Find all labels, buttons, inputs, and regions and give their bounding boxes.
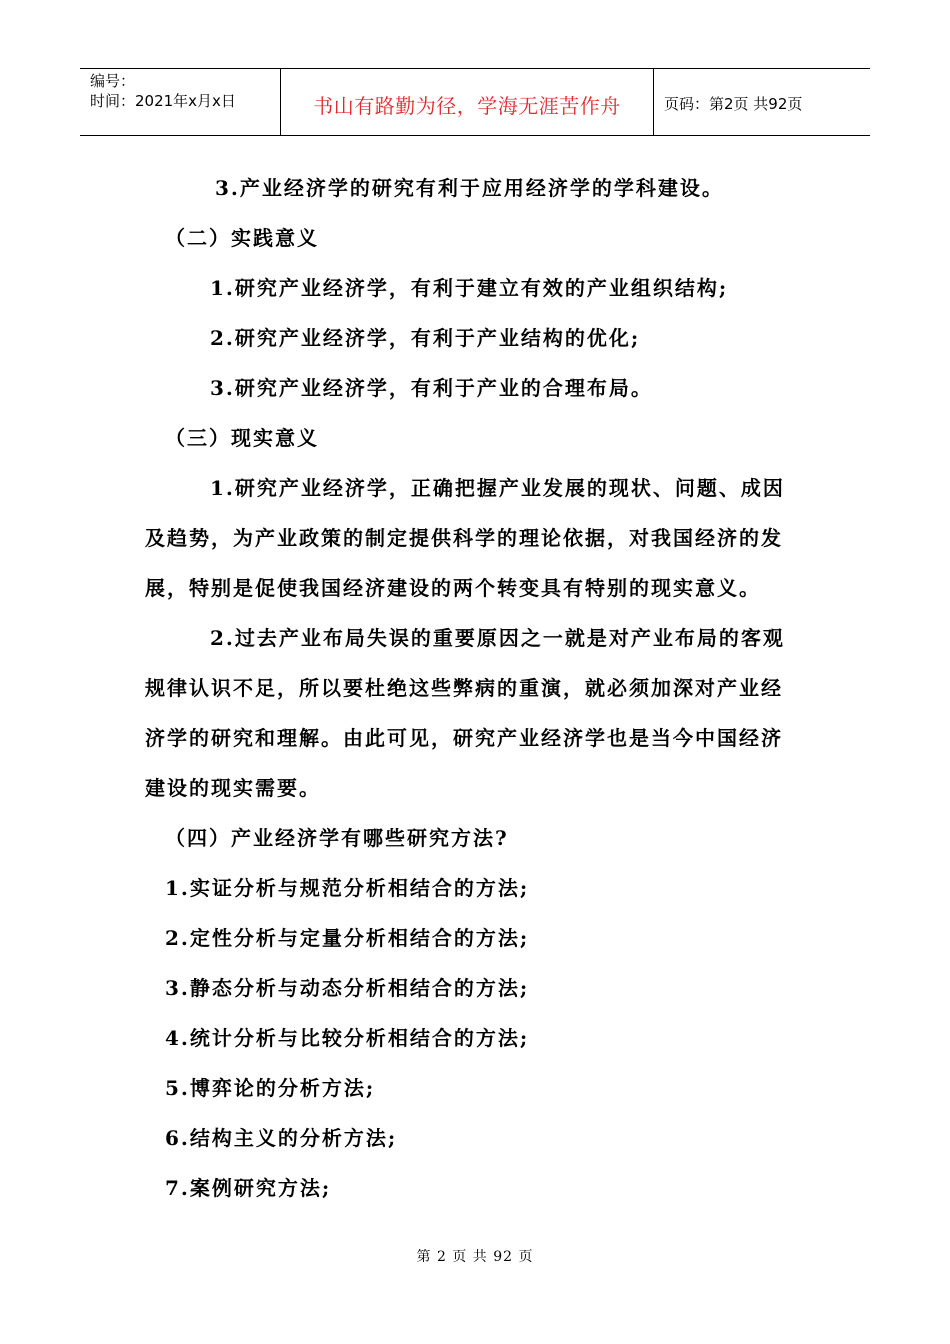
section-heading: （二）实践意义 [165, 226, 319, 250]
header-page-info: 页码：第2页 共92页 [664, 94, 803, 113]
header-meta [80, 69, 281, 135]
page-header [80, 68, 870, 136]
method-item: 5.博弈论的分析方法; [165, 1076, 376, 1100]
paragraph-line: 1.研究产业经济学，正确把握产业发展的现状、问题、成因 [210, 476, 785, 500]
paragraph-line: 规律认识不足，所以要杜绝这些弊病的重演，就必须加深对产业经 [145, 676, 783, 700]
header-motto: 书山有路勤为径，学海无涯苦作舟 [281, 69, 654, 135]
method-item: 2.定性分析与定量分析相结合的方法; [165, 926, 530, 950]
method-item: 4.统计分析与比较分析相结合的方法; [165, 1026, 530, 1050]
method-item: 6.结构主义的分析方法; [165, 1126, 398, 1150]
section-heading: （三）现实意义 [165, 426, 319, 450]
doc-number-label: 编号： [90, 72, 136, 90]
page-footer: 第 2 页 共 92 页 [416, 1249, 534, 1265]
paragraph-line: 济学的研究和理解。由此可见，研究产业经济学也是当今中国经济 [145, 726, 783, 750]
list-item: 3.研究产业经济学，有利于产业的合理布局。 [210, 376, 653, 400]
method-item: 3.静态分析与动态分析相结合的方法; [165, 976, 530, 1000]
paragraph-line: 建设的现实需要。 [145, 776, 321, 800]
section-heading: （四）产业经济学有哪些研究方法? [165, 826, 509, 850]
method-item: 1.实证分析与规范分析相结合的方法; [165, 876, 530, 900]
paragraph-line: 展，特别是促使我国经济建设的两个转变具有特别的现实意义。 [145, 576, 761, 600]
list-item: 2.研究产业经济学，有利于产业结构的优化; [210, 326, 641, 350]
paragraph-line: 2.过去产业布局失误的重要原因之一就是对产业布局的客观 [210, 626, 785, 650]
doc-time-label: 时间：2021年x月x日 [90, 92, 236, 110]
method-item: 7.案例研究方法; [165, 1176, 332, 1200]
paragraph: 3.产业经济学的研究有利于应用经济学的学科建设。 [215, 176, 724, 200]
paragraph-line: 及趋势，为产业政策的制定提供科学的理论依据，对我国经济的发 [145, 526, 783, 550]
list-item: 1.研究产业经济学，有利于建立有效的产业组织结构; [210, 276, 729, 300]
